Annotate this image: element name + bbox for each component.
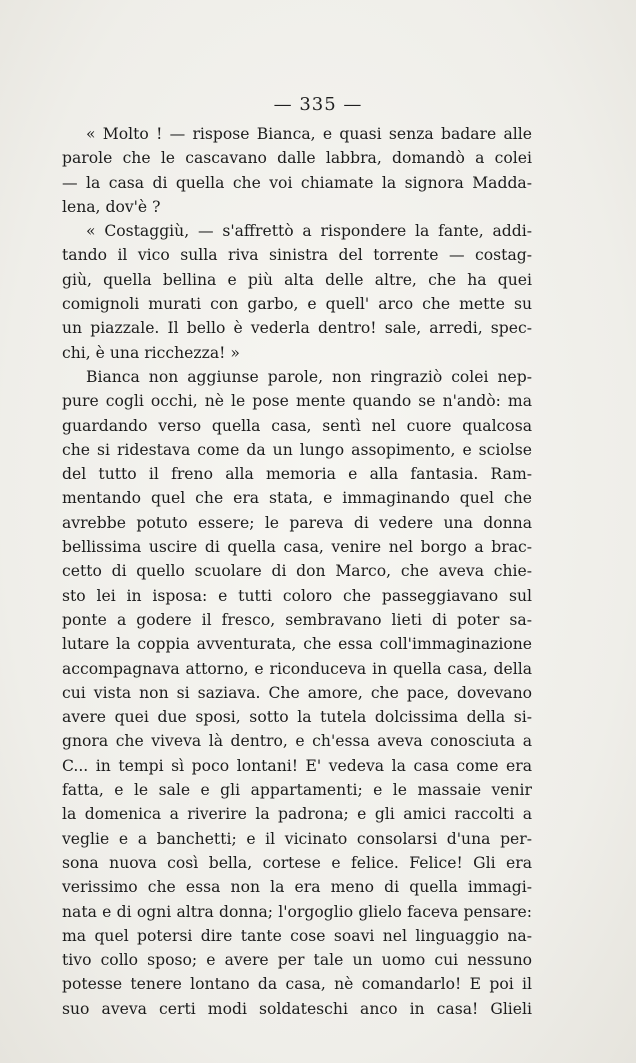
text-line: parole che le cascavano dalle labbra, domandò a colei — [62, 149, 532, 168]
text-line: C... in tempi sì poco lontani! E' vedeva la casa come era — [62, 756, 532, 775]
text-line: un piazzale. Il bello è vederla dentro! sale, arredi, spec- — [62, 319, 532, 338]
text-line: del tutto il freno alla memoria e alla fantasia. Ram- — [62, 465, 532, 484]
text-line: cui vista non si saziava. Che amore, che pace, dovevano — [62, 683, 532, 702]
text-line: comignoli murati con garbo, e quell' arco che mette su — [62, 295, 532, 314]
text-line: fatta, e le sale e gli appartamenti; e le massaie venir — [62, 781, 532, 800]
text-line: suo aveva certi modi soldateschi anco in casa! Glieli — [62, 999, 532, 1018]
text-line: Bianca non aggiunse parole, non ringraziò colei nep- — [86, 367, 532, 386]
text-line: la domenica a riverire la padrona; e gli amici raccolti a — [62, 805, 532, 824]
text-line: ponte a godere il fresco, sembravano lieti di poter sa- — [62, 610, 532, 629]
text-line: sona nuova così bella, cortese e felice. Felice! Gli era — [62, 853, 532, 872]
text-line: « Costaggiù, — s'affrettò a rispondere la fante, addi- — [86, 222, 532, 241]
text-line: veglie e a banchetti; e il vicinato consolarsi d'una per- — [62, 829, 532, 848]
text-line: tando il vico sulla riva sinistra del torrente — costag- — [62, 246, 532, 265]
text-line: — la casa di quella che voi chiamate la signora Madda- — [62, 173, 532, 192]
text-line: lena, dov'è ? — [62, 197, 161, 216]
text-line: verissimo che essa non la era meno di quella immagi- — [62, 878, 532, 897]
text-line: lutare la coppia avventurata, che essa coll'immaginazione — [62, 635, 532, 654]
text-line: cetto di quello scuolare di don Marco, che aveva chie- — [62, 562, 532, 581]
text-line: guardando verso quella casa, sentì nel cuore qualcosa — [62, 416, 532, 435]
text-line: chi, è una ricchezza! » — [62, 343, 240, 362]
text-line: accompagnava attorno, e riconduceva in quella casa, della — [62, 659, 532, 678]
text-line: ma quel potersi dire tante cose soavi nel linguaggio na- — [62, 926, 532, 945]
text-line: giù, quella bellina e più alta delle altre, che ha quei — [62, 270, 532, 289]
text-line: mentando quel che era stata, e immaginando quel che — [62, 489, 532, 508]
text-line: gnora che viveva là dentro, e ch'essa aveva conosciuta a — [62, 732, 532, 751]
text-line: avrebbe potuto essere; le pareva di vedere una donna — [62, 513, 532, 532]
text-line: tivo collo sposo; e avere per tale un uomo cui nessuno — [62, 951, 532, 970]
text-line: potesse tenere lontano da casa, nè comandarlo! E poi il — [62, 975, 532, 994]
page-number: — 335 — — [273, 94, 363, 115]
text-line: bellissima uscire di quella casa, venire nel borgo a brac- — [62, 538, 532, 557]
body-text — [62, 122, 532, 1021]
text-line: avere quei due sposi, sotto la tutela dolcissima della si- — [62, 708, 532, 727]
text-line: che si ridestava come da un lungo assopimento, e sciolse — [62, 440, 532, 459]
text-line: « Molto ! — rispose Bianca, e quasi senza badare alle — [86, 125, 532, 143]
text-line: sto lei in isposa: e tutti coloro che passeggiavano sul — [62, 586, 532, 605]
text-line: pure cogli occhi, nè le pose mente quando se n'andò: ma — [62, 392, 532, 411]
text-line: nata e di ogni altra donna; l'orgoglio glielo faceva pensare: — [62, 902, 532, 921]
